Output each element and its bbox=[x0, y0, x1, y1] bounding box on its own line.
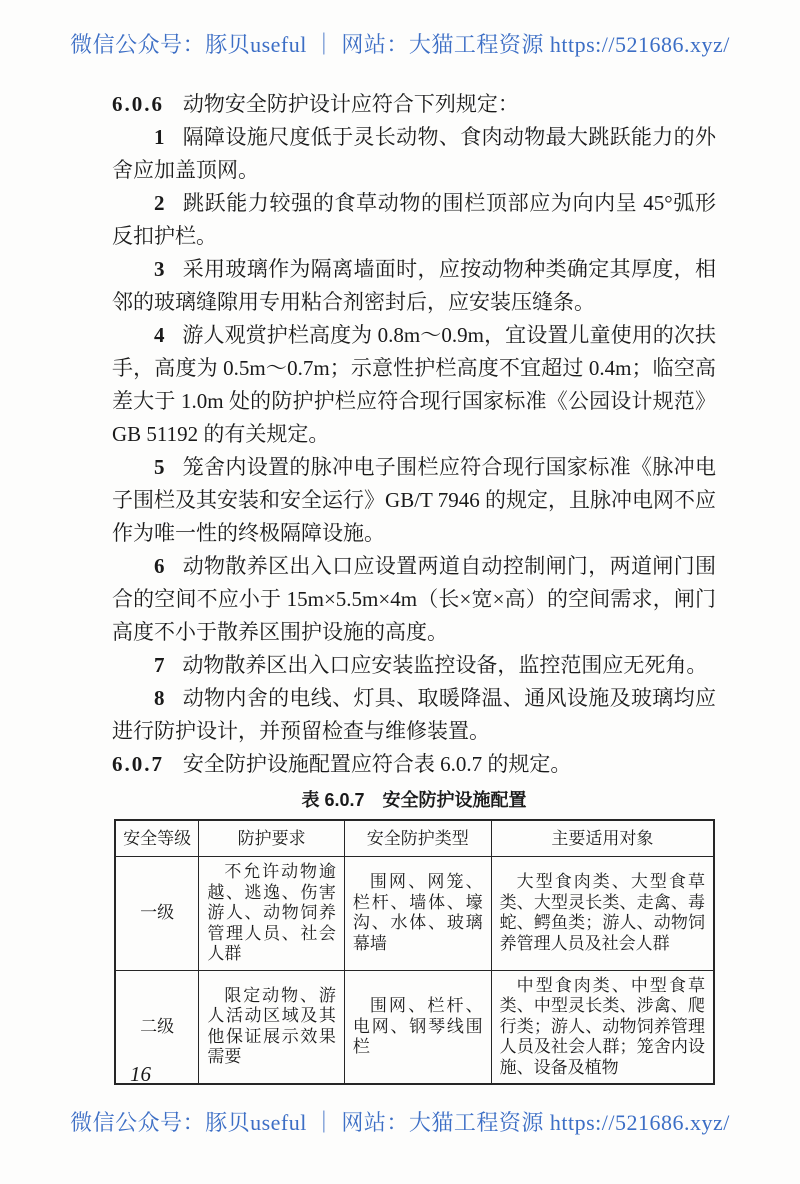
item-text: 动物内舍的电线、灯具、取暖降温、通风设施及玻璃均应进行防护设计，并预留检查与维修装置。 bbox=[112, 686, 716, 743]
clause-item-2 bbox=[112, 187, 716, 253]
header-protection-type: 安全防护类型 bbox=[344, 820, 491, 857]
cell-requirement: 不允许动物逾越、逃逸、伤害游人、动物饲养管理人员、社会人群 bbox=[199, 857, 345, 971]
item-number: 4 bbox=[154, 323, 165, 347]
safety-config-table bbox=[114, 819, 715, 1085]
cell-level: 二级 bbox=[115, 970, 199, 1084]
clause-item-1 bbox=[112, 121, 716, 187]
item-number: 5 bbox=[154, 455, 165, 479]
clause-title: 动物安全防护设计应符合下列规定： bbox=[182, 92, 519, 116]
cell-level: 一级 bbox=[115, 857, 199, 971]
watermark-footer: 微信公众号：豚贝useful ｜ 网站：大猫工程资源 https://521686.xyz/ bbox=[70, 1110, 730, 1135]
item-number: 7 bbox=[154, 653, 165, 677]
table-header-row bbox=[115, 820, 714, 857]
item-text: 采用玻璃作为隔离墙面时，应按动物种类确定其厚度，相邻的玻璃缝隙用专用粘合剂密封后，应安装压缝条。 bbox=[112, 257, 716, 314]
item-text: 笼舍内设置的脉冲电子围栏应符合现行国家标准《脉冲电子围栏及其安装和安全运行》GB/T 7946 的规定，且脉冲电网不应作为唯一性的终极隔障设施。 bbox=[112, 455, 716, 545]
item-number: 3 bbox=[154, 257, 165, 281]
cell-types: 围网、栏杆、电网、钢琴线围栏 bbox=[344, 970, 491, 1084]
clause-item-5 bbox=[112, 451, 716, 550]
item-text: 游人观赏护栏高度为 0.8m～0.9m，宜设置儿童使用的次扶手，高度为 0.5m～0.7m；示意性护栏高度不宜超过 0.4m；临空高差大于 1.0m 处的防护护栏应符合现行国家标准《公园设计规范》GB 51192 的有关规定。 bbox=[112, 323, 716, 446]
item-text: 动物散养区出入口应设置两道自动控制闸门，两道闸门围合的空间不应小于 15m×5.5m×4m（长×宽×高）的空间需求，闸门高度不小于散养区围护设施的高度。 bbox=[112, 554, 716, 644]
cell-types: 围网、网笼、栏杆、墙体、壕沟、水体、玻璃幕墙 bbox=[344, 857, 491, 971]
header-applicable-targets: 主要适用对象 bbox=[491, 820, 714, 857]
item-number: 8 bbox=[154, 686, 165, 710]
clause-title: 安全防护设施配置应符合表 6.0.7 的规定。 bbox=[182, 752, 572, 776]
item-number: 1 bbox=[154, 125, 165, 149]
header-protection-requirement: 防护要求 bbox=[199, 820, 345, 857]
cell-targets: 大型食肉类、大型食草类、大型灵长类、走禽、毒蛇、鳄鱼类；游人、动物饲养管理人员及社会人群 bbox=[491, 857, 714, 971]
clause-item-4 bbox=[112, 319, 716, 451]
table-title: 表 6.0.7 安全防护设施配置 bbox=[301, 790, 527, 810]
item-text: 跳跃能力较强的食草动物的围栏顶部应为向内呈 45°弧形反扣护栏。 bbox=[112, 191, 716, 248]
watermark-header: 微信公众号：豚贝useful ｜ 网站：大猫工程资源 https://521686.xyz/ bbox=[70, 32, 730, 57]
item-text: 隔障设施尺度低于灵长动物、食肉动物最大跳跃能力的外舍应加盖顶网。 bbox=[112, 125, 716, 182]
clause-text-block bbox=[112, 88, 716, 1085]
item-number: 6 bbox=[154, 554, 165, 578]
clause-number: 6.0.6 bbox=[112, 92, 164, 116]
page-number: 16 bbox=[130, 1062, 151, 1086]
clause-item-8 bbox=[112, 682, 716, 748]
clause-6-0-7 bbox=[112, 748, 716, 781]
item-number: 2 bbox=[154, 191, 165, 215]
clause-number: 6.0.7 bbox=[112, 752, 164, 776]
table-row bbox=[115, 970, 714, 1084]
clause-item-7 bbox=[112, 649, 716, 682]
clause-item-6 bbox=[112, 550, 716, 649]
cell-targets: 中型食肉类、中型食草类、中型灵长类、涉禽、爬行类；游人、动物饲养管理人员及社会人群；笼舍内设施、设备及植物 bbox=[491, 970, 714, 1084]
item-text: 动物散养区出入口应安装监控设备，监控范围应无死角。 bbox=[182, 653, 708, 677]
clause-item-3 bbox=[112, 253, 716, 319]
clause-6-0-6 bbox=[112, 88, 716, 121]
header-safety-level: 安全等级 bbox=[115, 820, 199, 857]
table-row bbox=[115, 857, 714, 971]
cell-requirement: 限定动物、游人活动区域及其他保证展示效果需要 bbox=[199, 970, 345, 1084]
